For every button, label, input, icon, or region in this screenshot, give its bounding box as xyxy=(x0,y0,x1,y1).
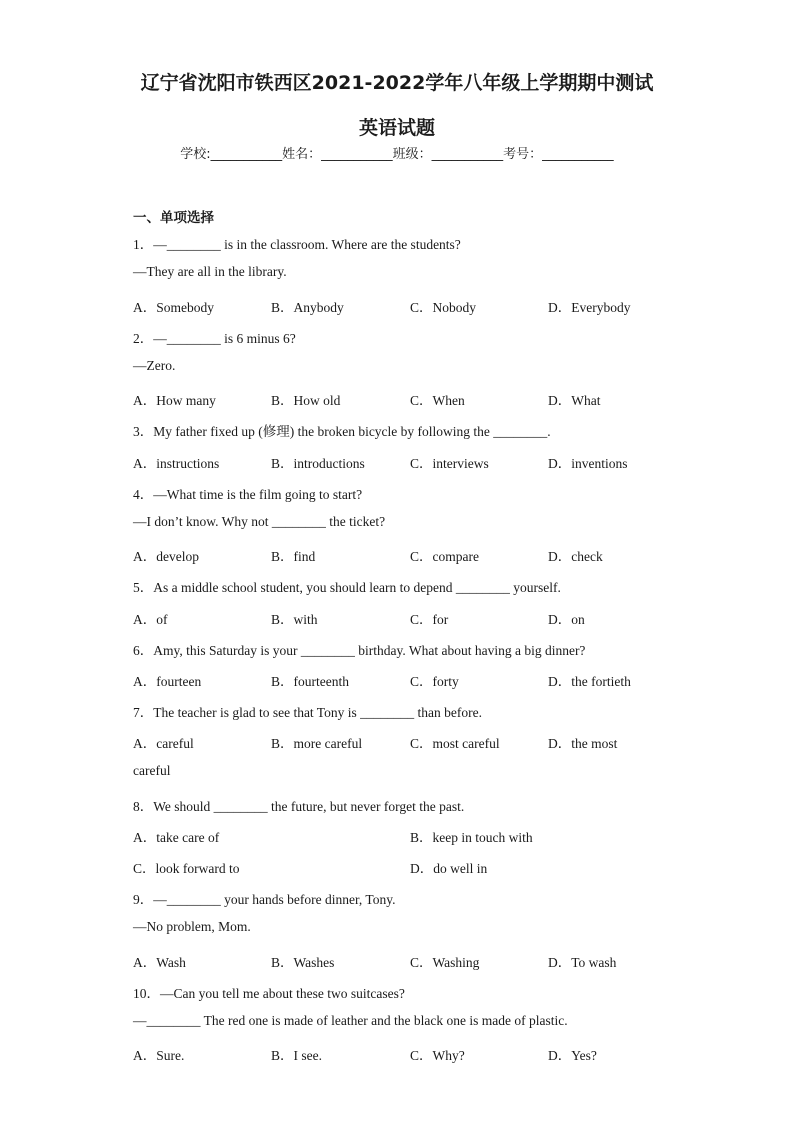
option-d: D．do well in xyxy=(410,861,488,876)
question-stem: 1．—________ is in the classroom. Where are the students? xyxy=(133,237,461,252)
question-stem: 2．—________ is 6 minus 6? xyxy=(133,331,296,346)
option-c: C．Washing xyxy=(410,955,480,970)
option-a: A．take care of xyxy=(133,830,220,845)
question-dialogue: —Zero. xyxy=(133,358,176,373)
option-b: B．with xyxy=(271,612,318,627)
option-b: B．more careful xyxy=(271,736,363,751)
question-stem: 5．As a middle school student, you should learn to depend ________ yourself. xyxy=(133,580,561,595)
option-d: D．inventions xyxy=(548,456,628,471)
option-b: B．Washes xyxy=(271,955,335,970)
option-b: B．find xyxy=(271,549,316,564)
option-d: D．Everybody xyxy=(548,300,631,315)
option-c: C．compare xyxy=(410,549,479,564)
question-stem: 10．—Can you tell me about these two suitcases? xyxy=(133,986,405,1001)
option-d: D．What xyxy=(548,393,601,408)
option-c: C．When xyxy=(410,393,465,408)
option-a: A．Somebody xyxy=(133,300,214,315)
section-title: 一、单项选择 xyxy=(133,210,214,226)
option-b: B．How old xyxy=(271,393,341,408)
question-dialogue: —No problem, Mom. xyxy=(133,919,251,934)
option-d: D．check xyxy=(548,549,603,564)
option-d: D．on xyxy=(548,612,585,627)
option-a: A．Sure. xyxy=(133,1048,185,1063)
option-b: B．Anybody xyxy=(271,300,344,315)
option-c: C．Nobody xyxy=(410,300,477,315)
option-a: A．careful xyxy=(133,736,194,751)
option-a: A．fourteen xyxy=(133,674,202,689)
question-stem: 3．My father fixed up (修理) the broken bicycle by following the ________. xyxy=(133,424,551,439)
option-b: B．keep in touch with xyxy=(410,830,533,845)
question-stem: 7．The teacher is glad to see that Tony is ________ than before. xyxy=(133,705,482,720)
option-c: C．Why? xyxy=(410,1048,465,1063)
option-a: A．Wash xyxy=(133,955,186,970)
option-a: A．develop xyxy=(133,549,199,564)
option-a: A．instructions xyxy=(133,456,220,471)
option-c: C．for xyxy=(410,612,449,627)
option-d-continuation: careful xyxy=(133,763,171,778)
question-stem: 9．—________ your hands before dinner, Tony. xyxy=(133,892,396,907)
option-a: A．How many xyxy=(133,393,216,408)
exam-title-line1: 辽宁省沈阳市铁西区2021-2022学年八年级上学期期中测试 xyxy=(140,72,654,94)
question-stem: 4．—What time is the film going to start? xyxy=(133,487,363,502)
option-b: B．introductions xyxy=(271,456,365,471)
option-d: D．Yes? xyxy=(548,1048,597,1063)
option-b: B．fourteenth xyxy=(271,674,349,689)
option-c: C．forty xyxy=(410,674,459,689)
question-stem: 6．Amy, this Saturday is your ________ birthday. What about having a big dinner? xyxy=(133,643,586,658)
option-a: A．of xyxy=(133,612,168,627)
student-info-line: 学校:___________姓名：___________班级：___________考号：___________ xyxy=(180,147,614,162)
question-dialogue: —________ The red one is made of leather and the black one is made of plastic. xyxy=(133,1013,568,1028)
exam-title-line2: 英语试题 xyxy=(358,117,435,139)
option-c: C．most careful xyxy=(410,736,500,751)
question-dialogue: —They are all in the library. xyxy=(133,264,287,279)
option-d: D．To wash xyxy=(548,955,617,970)
question-stem: 8．We should ________ the future, but never forget the past. xyxy=(133,799,465,814)
option-c: C．look forward to xyxy=(133,861,240,876)
question-dialogue: —I don’t know. Why not ________ the ticket? xyxy=(133,514,386,529)
option-c: C．interviews xyxy=(410,456,489,471)
option-b: B．I see. xyxy=(271,1048,322,1063)
option-d: D．the fortieth xyxy=(548,674,631,689)
option-d: D．the most xyxy=(548,736,618,751)
